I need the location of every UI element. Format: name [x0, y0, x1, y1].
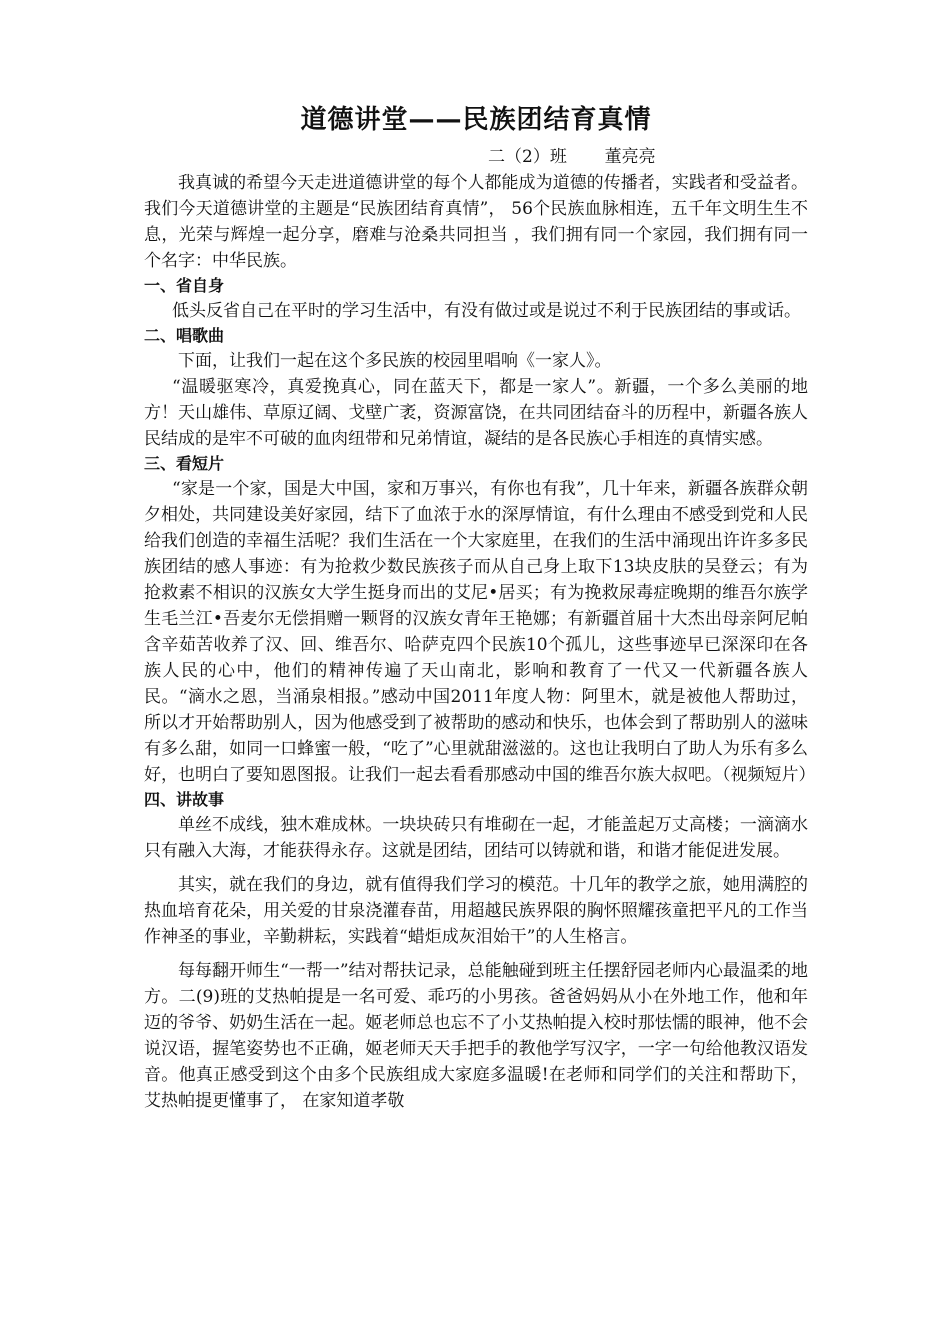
document-title: 道德讲堂——民族团结育真情 — [300, 105, 652, 135]
intro-paragraph: 我真诚的希望今天走进道德讲堂的每个人都能成为道德的传播者，实践者和受益者。我们今天道德讲堂的主题是“民族团结育真情”， 56个民族血脉相连，五千年文明生生不息，光荣与辉煌一起分享，磨难与沧桑共同担当 ，我们拥有同一个家园，我们拥有同一个名字：中华民族。 — [144, 173, 808, 271]
author-byline: 二（2）班 董亮亮 — [488, 147, 656, 167]
section-4-paragraph-1: 单丝不成线，独木难成林。一块块砖只有堆砌在一起，才能盖起万丈高楼；一滴滴水只有融入大海，才能获得永存。这就是团结，团结可以铸就和谐，和谐才能促进发展。 — [144, 815, 808, 861]
section-heading-4: 四、讲故事 — [144, 790, 225, 809]
section-2-paragraph-1: 下面，让我们一起在这个多民族的校园里唱响《一家人》。 — [178, 351, 612, 371]
section-3-paragraph-1: “家是一个家，国是大中国，家和万事兴，有你也有我”，几十年来，新疆各族群众朝夕相处，共同建设美好家园，结下了血浓于水的深厚情谊，有什么理由不感受到党和人民给我们创造的幸福生活呢？我们生活在一个大家庭里，在我们的生活中涌现出许许多多民族团结的感人事迹：有为抢救少数民族孩子而从自己身上取下13块皮肤的吴登云；有为抢救素不相识的汉族女大学生挺身而出的艾尼•居买；有为挽救尿毒症晚期的维吾尔族学生毛兰江•吾麦尔无偿捐赠一颗肾的汉族女青年王艳娜；有新疆首届十大杰出母亲阿尼帕含辛茹苦收养了汉、回、维吾尔、哈萨克四个民族10个孤儿，这些事迹早已深深印在各族人民的心中，他们的精神传遍了天山南北，影响和教育了一代又一代新疆各族人民。“滴水之恩，当涌泉相报。”感动中国2011年度人物：阿里木，就是被他人帮助过，所以才开始帮助别人，因为他感受到了被帮助的感动和快乐，也体会到了帮助别人的滋味有多么甜，如同一口蜂蜜一般，“吃了”心里就甜滋滋的。这也让我明白了助人为乐有多么好，也明白了要知恩图报。让我们一起去看看那感动中国的维吾尔族大叔吧。（视频短片） — [144, 479, 816, 785]
section-heading-2: 二、唱歌曲 — [144, 326, 225, 345]
section-heading-1: 一、省自身 — [144, 276, 225, 295]
section-heading-3: 三、看短片 — [144, 454, 225, 473]
section-4-paragraph-2: 其实，就在我们的身边，就有值得我们学习的模范。十几年的教学之旅，她用满腔的热血培育花朵，用关爱的甘泉浇灌春苗，用超越民族界限的胸怀照耀孩童把平凡的工作当作神圣的事业，辛勤耕耘，实践着“蜡炬成灰泪始干”的人生格言。 — [144, 875, 808, 947]
document-page — [144, 100, 816, 1114]
section-4-paragraph-3: 每每翻开师生“一帮一”结对帮扶记录，总能触碰到班主任摆舒园老师内心最温柔的地方。二(9)班的艾热帕提是一名可爱、乖巧的小男孩。爸爸妈妈从小在外地工作，他和年迈的爷爷、奶奶生活在一起。姬老师总也忘不了小艾热帕提入校时那怯懦的眼神，他不会说汉语，握笔姿势也不正确，姬老师天天手把手的教他学写汉字，一字一句给他教汉语发音。他真正感受到这个由多个民族组成大家庭多温暖!在老师和同学们的关注和帮助下， 艾热帕提更懂事了， 在家知道孝敬 — [144, 961, 808, 1111]
section-2-paragraph-2: “温暖驱寒冷，真爱挽真心，同在蓝天下，都是一家人”。新疆，一个多么美丽的地方！天山雄伟、草原辽阔、戈壁广袤，资源富饶，在共同团结奋斗的历程中，新疆各族人民结成的是牢不可破的血肉纽带和兄弟情谊，凝结的是各民族心手相连的真情实感。 — [144, 377, 808, 449]
section-1-paragraph-1: 低头反省自己在平时的学习生活中，有没有做过或是说过不利于民族团结的事或话。 — [172, 301, 801, 321]
